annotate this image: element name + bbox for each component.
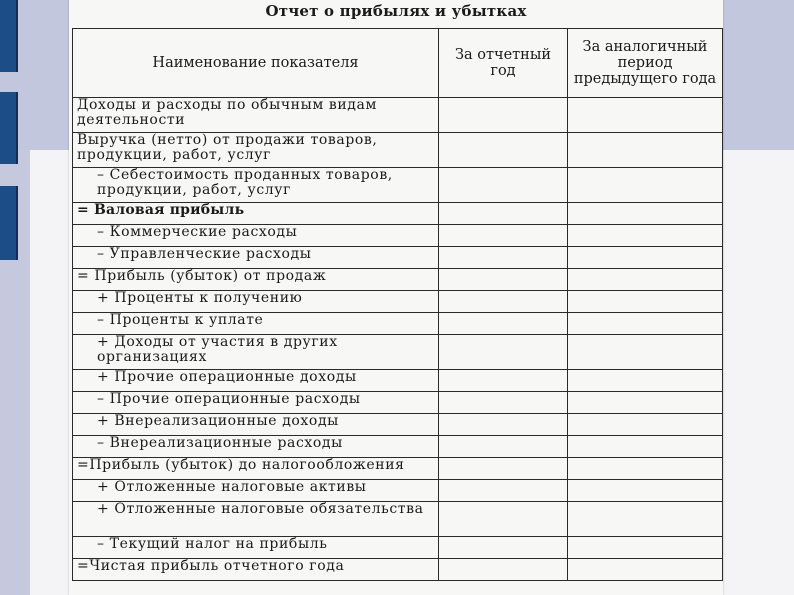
table-row — [73, 98, 723, 133]
cell-current — [439, 168, 568, 203]
row-label: – Управленческие расходы — [73, 247, 439, 269]
row-label: + Прочие операционные доходы — [73, 370, 439, 392]
cell-current — [439, 458, 568, 480]
table-header-row — [73, 29, 723, 98]
cell-current — [439, 392, 568, 414]
cell-previous — [568, 269, 723, 291]
cell-current — [439, 313, 568, 335]
row-label: =Чистая прибыль отчетного года — [73, 559, 439, 581]
cell-current — [439, 436, 568, 458]
cell-previous — [568, 502, 723, 537]
cell-previous — [568, 133, 723, 168]
cell-previous — [568, 291, 723, 313]
cell-current — [439, 559, 568, 581]
table-row — [73, 436, 723, 458]
row-label: – Коммерческие расходы — [73, 225, 439, 247]
table-row — [73, 458, 723, 480]
cell-previous — [568, 537, 723, 559]
cell-previous — [568, 313, 723, 335]
income-statement-table — [72, 28, 723, 581]
cell-current — [439, 480, 568, 502]
report-title: Отчет о прибылях и убытках — [265, 2, 527, 20]
row-label: + Проценты к получению — [73, 291, 439, 313]
cell-previous — [568, 392, 723, 414]
row-label: – Проценты к уплате — [73, 313, 439, 335]
cell-previous — [568, 203, 723, 225]
table-row — [73, 133, 723, 168]
cell-current — [439, 203, 568, 225]
row-label: = Прибыль (убыток) от продаж — [73, 269, 439, 291]
cell-previous — [568, 370, 723, 392]
row-label: – Текущий налог на прибыль — [73, 537, 439, 559]
cell-current — [439, 537, 568, 559]
row-label: + Внереализационные доходы — [73, 414, 439, 436]
cell-current — [439, 291, 568, 313]
row-label: = Валовая прибыль — [73, 203, 439, 225]
row-label: Выручка (нетто) от продажи товаров, продукции, работ, услуг — [73, 133, 439, 168]
cell-previous — [568, 335, 723, 370]
table-row — [73, 392, 723, 414]
cell-previous — [568, 480, 723, 502]
table-row — [73, 203, 723, 225]
cell-previous — [568, 436, 723, 458]
cell-current — [439, 269, 568, 291]
table-row — [73, 414, 723, 436]
row-label: =Прибыль (убыток) до налогообложения — [73, 458, 439, 480]
table-row — [73, 335, 723, 370]
row-label: + Отложенные налоговые активы — [73, 480, 439, 502]
document-scan — [69, 0, 723, 595]
cell-current — [439, 133, 568, 168]
table-row — [73, 291, 723, 313]
table-row — [73, 247, 723, 269]
cell-previous — [568, 247, 723, 269]
cell-previous — [568, 559, 723, 581]
column-header-indicator: Наименование показателя — [73, 29, 439, 98]
table-row — [73, 537, 723, 559]
table-row — [73, 370, 723, 392]
table-row — [73, 559, 723, 581]
cell-current — [439, 335, 568, 370]
cell-current — [439, 502, 568, 537]
table-row — [73, 168, 723, 203]
row-label: + Отложенные налоговые обязательства — [73, 502, 439, 537]
cell-current — [439, 247, 568, 269]
table-row — [73, 502, 723, 537]
sidebar-accent-bar — [0, 186, 18, 260]
row-label: + Доходы от участия в других организациях — [73, 335, 439, 370]
sidebar-accent-bar — [0, 92, 18, 164]
cell-previous — [568, 98, 723, 133]
table-row — [73, 269, 723, 291]
column-header-current-year: За отчетный год — [439, 29, 568, 98]
sidebar-accent-bar — [0, 0, 18, 72]
table-row — [73, 480, 723, 502]
row-label: Доходы и расходы по обычным видам деятельности — [73, 98, 439, 133]
cell-previous — [568, 414, 723, 436]
row-label: – Прочие операционные расходы — [73, 392, 439, 414]
cell-current — [439, 414, 568, 436]
column-header-previous-year: За аналогичный период предыдущего года — [568, 29, 723, 98]
cell-current — [439, 370, 568, 392]
table-row — [73, 313, 723, 335]
table-row — [73, 225, 723, 247]
cell-previous — [568, 225, 723, 247]
cell-current — [439, 98, 568, 133]
cell-current — [439, 225, 568, 247]
row-label: – Себестоимость проданных товаров, продукции, работ, услуг — [73, 168, 439, 203]
cell-previous — [568, 168, 723, 203]
cell-previous — [568, 458, 723, 480]
row-label: – Внереализационные расходы — [73, 436, 439, 458]
